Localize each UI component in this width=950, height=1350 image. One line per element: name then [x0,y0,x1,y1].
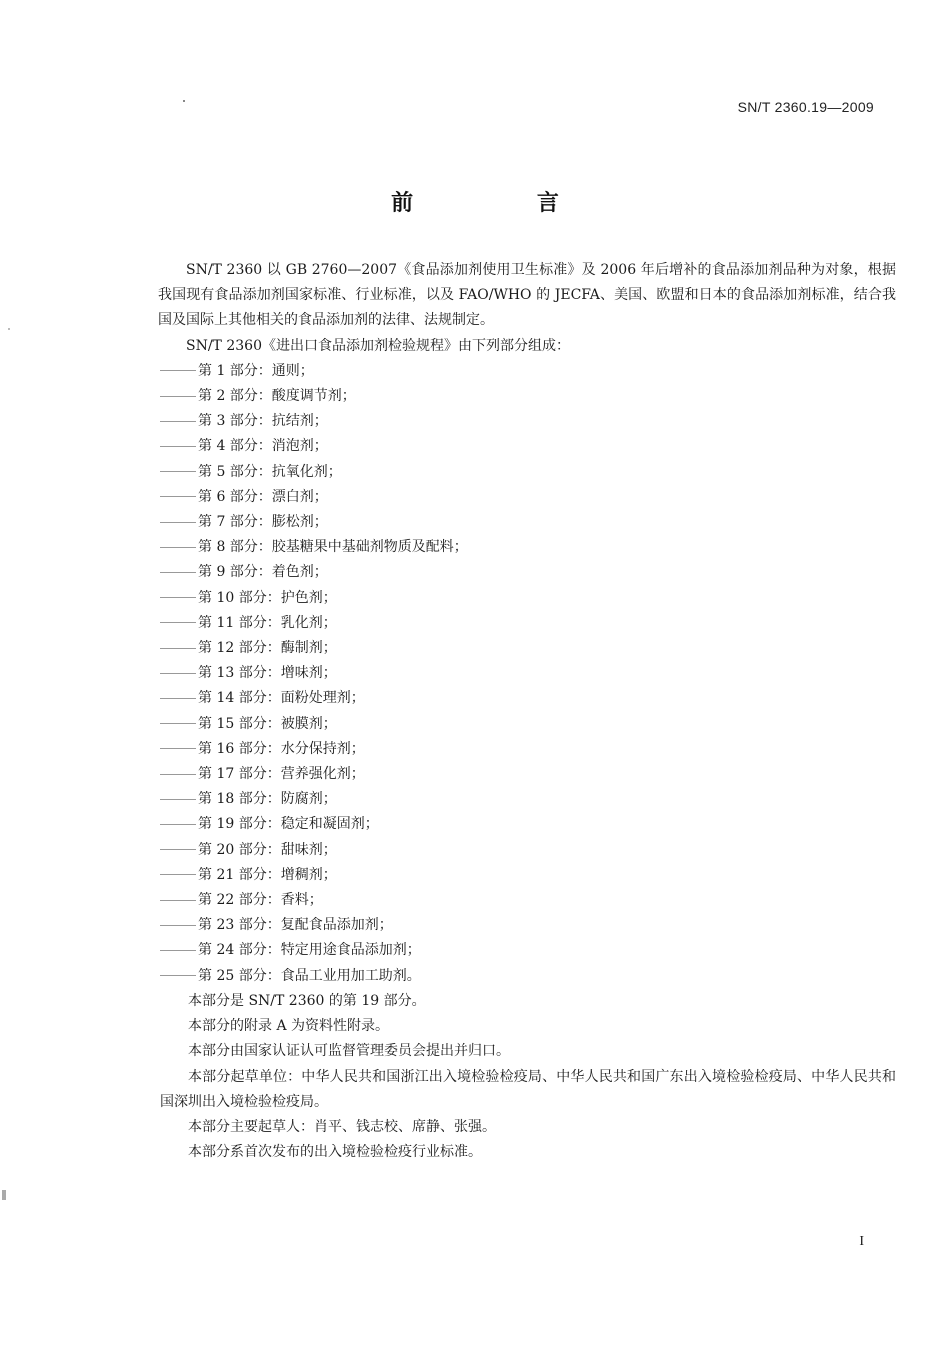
list-item [160,964,896,989]
em-dash [160,748,196,749]
em-dash [160,824,196,825]
list-item-text: 第 7 部分：膨松剂； [198,514,328,531]
list-item [160,938,896,963]
list-item-text: 第 22 部分：香料； [198,892,323,909]
em-dash [160,774,196,775]
em-dash [160,446,196,447]
list-item-text: 第 16 部分：水分保持剂； [198,740,365,757]
list-item-text: 第 15 部分：被膜剂； [198,715,337,732]
list-item [160,863,896,888]
list-item [160,586,896,611]
list-item-text: 第 6 部分：漂白剂； [198,488,328,505]
list-item [160,510,896,535]
list-item-text: 第 24 部分：特定用途食品添加剂； [198,942,421,959]
list-item [160,913,896,938]
list-item [160,636,896,661]
em-dash [160,698,196,699]
list-item [160,737,896,762]
em-dash [160,597,196,598]
list-item-text: 第 3 部分：抗结剂； [198,413,328,430]
list-item-text: 第 21 部分：增稠剂； [198,866,337,883]
scan-speck [183,100,185,102]
list-item [160,812,896,837]
em-dash [160,874,196,875]
intro-paragraph: SN/T 2360《进出口食品添加剂检验规程》由下列部分组成： [186,337,570,354]
list-item-text: 第 1 部分：通则； [198,362,314,379]
em-dash [160,370,196,371]
em-dash [160,723,196,724]
list-item [160,661,896,686]
list-item-text: 第 2 部分：酸度调节剂； [198,388,356,405]
em-dash [160,396,196,397]
list-item [160,888,896,913]
list-item [160,409,896,434]
list-item [160,712,896,737]
em-dash [160,799,196,800]
list-item-text: 第 10 部分：护色剂； [198,589,337,606]
list-item-text: 第 14 部分：面粉处理剂； [198,690,365,707]
em-dash [160,496,196,497]
em-dash [160,925,196,926]
closing-paragraph: 本部分主要起草人：肖平、钱志校、席静、张强。 [188,1118,496,1135]
page-number: I [859,1234,864,1249]
list-item [160,485,896,510]
em-dash [160,572,196,573]
list-item-text: 第 12 部分：酶制剂； [198,640,337,657]
closing-paragraph: 本部分的附录 A 为资料性附录。 [188,1018,390,1035]
em-dash [160,547,196,548]
closing-paragraph: 本部分是 SN/T 2360 的第 19 部分。 [188,992,426,1009]
list-item [160,787,896,812]
list-item-text: 第 9 部分：着色剂； [198,564,328,581]
em-dash [160,673,196,674]
scan-speck [2,1190,6,1200]
list-item [160,838,896,863]
list-item-text: 第 4 部分：消泡剂； [198,438,328,455]
em-dash [160,622,196,623]
closing-paragraph: 本部分系首次发布的出入境检验检疫行业标准。 [188,1144,482,1161]
em-dash [160,900,196,901]
intro-paragraph: SN/T 2360 以 GB 2760—2007《食品添加剂使用卫生标准》及 2006 年后增补的食品添加剂品种为对象，根据我国现有食品添加剂国家标准、行业标准，以及 FAO/WHO 的 JECFA、美国、欧盟和日本的食品添加剂标准，结合我国及国际上其他相关的食品添加剂的法律、法规制定。 [158,262,896,329]
list-item-text: 第 8 部分：胶基糖果中基础剂物质及配料； [198,539,468,556]
em-dash [160,849,196,850]
list-item [160,434,896,459]
list-item [160,686,896,711]
parts-list [160,359,896,989]
list-item-text: 第 20 部分：甜味剂； [198,841,337,858]
list-item-text: 第 19 部分：稳定和凝固剂； [198,816,379,833]
scan-speck [8,328,10,330]
list-item [160,611,896,636]
em-dash [160,975,196,976]
em-dash [160,421,196,422]
em-dash [160,522,196,523]
list-item-text: 第 11 部分：乳化剂； [198,614,337,631]
list-item [160,762,896,787]
page-title: 前 言 [391,191,617,216]
em-dash [160,648,196,649]
list-item [160,384,896,409]
list-item-text: 第 23 部分：复配食品添加剂； [198,917,393,934]
foreword-body [160,258,896,1165]
em-dash [160,471,196,472]
closing-paragraph: 本部分起草单位：中华人民共和国浙江出入境检验检疫局、中华人民共和国广东出入境检验检疫局、中华人民共和国深圳出入境检验检疫局。 [160,1068,896,1110]
em-dash [160,950,196,951]
standard-code-header: SN/T 2360.19—2009 [737,99,874,115]
list-item-text: 第 17 部分：营养强化剂； [198,766,365,783]
list-item [160,535,896,560]
list-item [160,460,896,485]
list-item-text: 第 25 部分：食品工业用加工助剂。 [198,967,421,984]
list-item [160,359,896,384]
list-item-text: 第 13 部分：增味剂； [198,665,337,682]
closing-paragraph: 本部分由国家认证认可监督管理委员会提出并归口。 [188,1043,510,1060]
list-item-text: 第 5 部分：抗氧化剂； [198,463,342,480]
list-item [160,560,896,585]
list-item-text: 第 18 部分：防腐剂； [198,791,337,808]
